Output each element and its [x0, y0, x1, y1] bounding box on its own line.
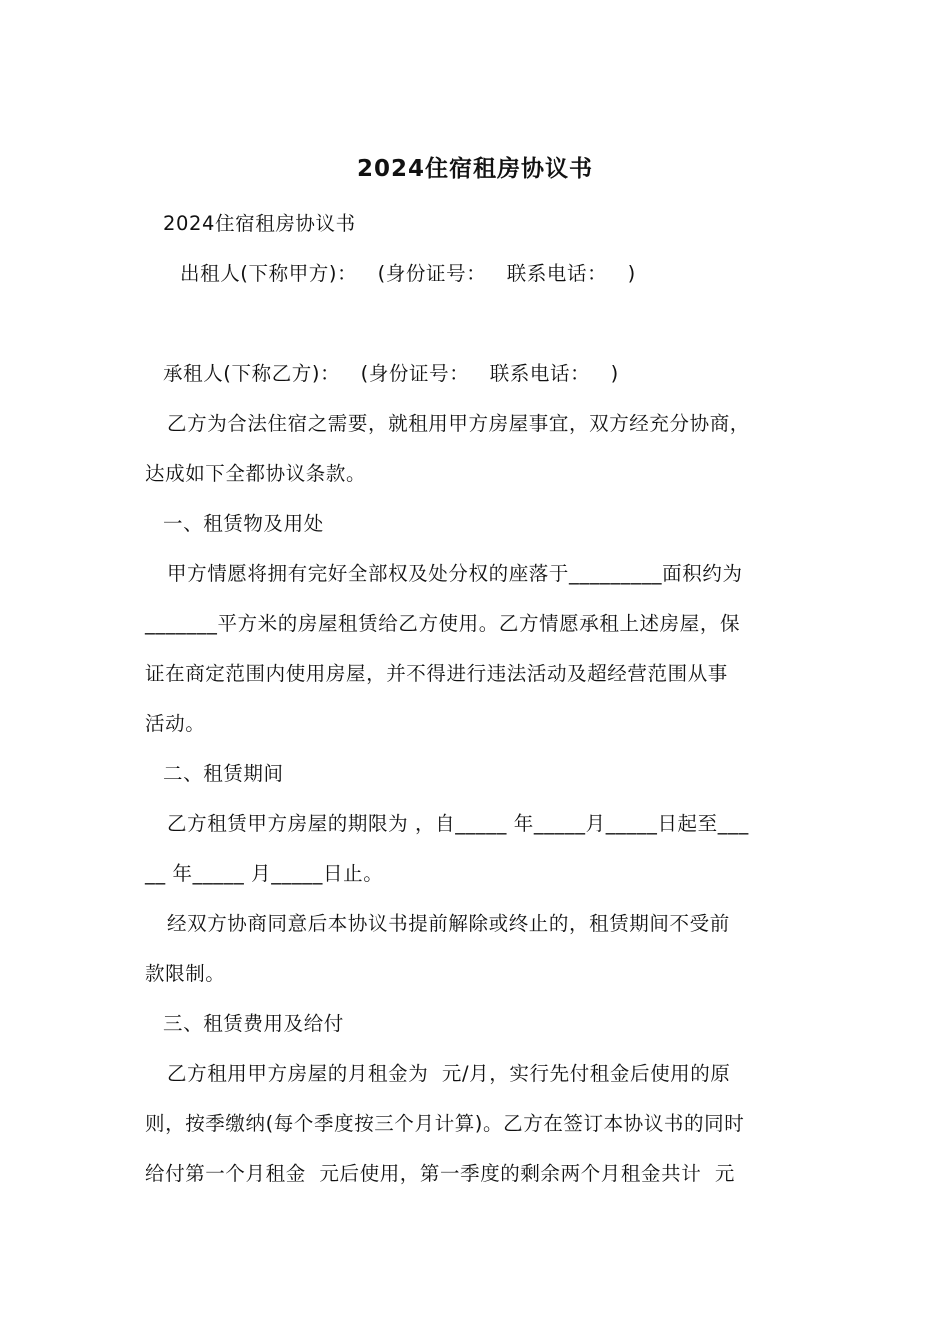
- paragraph-line: 款限制。: [145, 962, 226, 985]
- section-heading: 一、租赁物及用处: [163, 512, 324, 535]
- paragraph-line: 甲方情愿将拥有完好全部权及处分权的座落于_________面积约为: [167, 562, 743, 585]
- paragraph-line: 经双方协商同意后本协议书提前解除或终止的，租赁期间不受前: [167, 912, 730, 935]
- subtitle-line: 2024住宿租房协议书: [163, 212, 356, 235]
- lessor-line: 出租人(下称甲方)： (身份证号： 联系电话： ): [180, 262, 636, 285]
- section-heading: 二、租赁期间: [163, 762, 284, 785]
- paragraph-line: 证在商定范围内使用房屋，并不得进行违法活动及超经营范围从事: [145, 662, 728, 685]
- paragraph-line: _______平方米的房屋租赁给乙方使用。乙方情愿承租上述房屋，保: [145, 612, 741, 635]
- paragraph-line: 给付第一个月租金 元后使用，第一季度的剩余两个月租金共计 元: [145, 1162, 735, 1185]
- paragraph-line: 活动。: [145, 712, 206, 735]
- paragraph-line: 乙方为合法住宿之需要，就租用甲方房屋事宜，双方经充分协商，: [167, 412, 750, 435]
- section-heading: 三、租赁费用及给付: [163, 1012, 344, 1035]
- paragraph-line: 则，按季缴纳(每个季度按三个月计算)。乙方在签订本协议书的同时: [145, 1112, 745, 1135]
- paragraph-line: 乙方租用甲方房屋的月租金为 元/月，实行先付租金后使用的原: [167, 1062, 731, 1085]
- lessee-line: 承租人(下称乙方)： (身份证号： 联系电话： ): [163, 362, 619, 385]
- document-title: 2024住宿租房协议书: [356, 156, 593, 182]
- paragraph-line: 乙方租赁甲方房屋的期限为 ，自_____ 年_____月_____日起至___: [167, 812, 749, 835]
- paragraph-line: 达成如下全都协议条款。: [145, 462, 367, 485]
- paragraph-line: __ 年_____ 月_____日止。: [145, 862, 384, 885]
